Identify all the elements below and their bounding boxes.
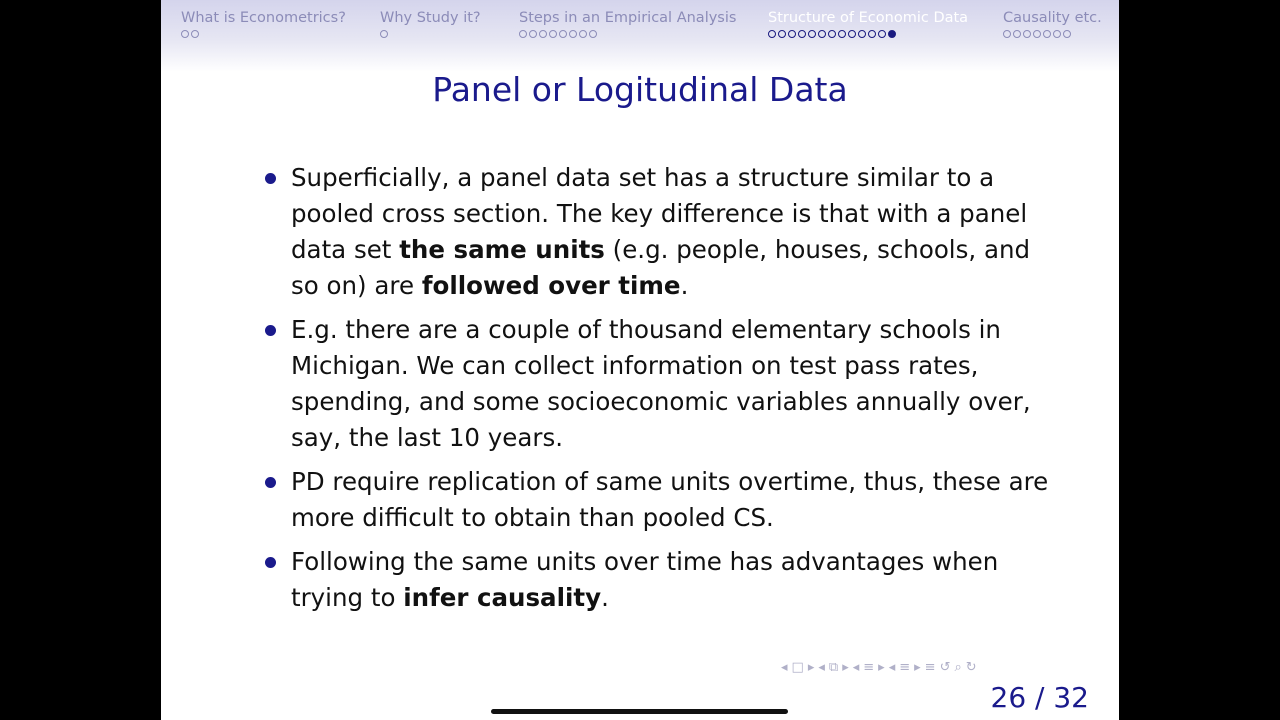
bullet-dot-icon [265, 557, 276, 568]
slide [161, 0, 1119, 720]
nav-symbol-icon[interactable]: ◂ [852, 660, 860, 675]
frame-dot[interactable] [579, 30, 587, 38]
bullet-bold-text: followed over time [421, 271, 681, 300]
frame-dot[interactable] [539, 30, 547, 38]
frame-dot[interactable] [768, 30, 776, 38]
frame-dot[interactable] [858, 30, 866, 38]
frame-dot[interactable] [818, 30, 826, 38]
video-scrubber-bar[interactable] [491, 709, 788, 714]
frame-dot[interactable] [1003, 30, 1011, 38]
frame-dot[interactable] [798, 30, 806, 38]
frame-dot[interactable] [380, 30, 388, 38]
nav-frame-dots [519, 29, 736, 39]
bullet-item [260, 464, 1060, 536]
frame-dot[interactable] [778, 30, 786, 38]
bullet-dot-icon [265, 173, 276, 184]
nav-section-structure-of-economic-data[interactable] [768, 9, 968, 39]
frame-dot[interactable] [788, 30, 796, 38]
bullet-text: . [680, 271, 689, 300]
nav-symbol-icon[interactable]: ≡ [899, 660, 911, 675]
bullet-bold-text: the same units [399, 235, 605, 264]
nav-frame-dots [181, 29, 346, 39]
frame-dot[interactable] [808, 30, 816, 38]
current-frame-dot[interactable] [888, 30, 896, 38]
nav-symbol-icon[interactable]: ⧉ [828, 660, 839, 675]
bullet-dot-icon [265, 325, 276, 336]
frame-dot[interactable] [1043, 30, 1051, 38]
frame-dot[interactable] [828, 30, 836, 38]
nav-symbol-icon[interactable]: ▸ [842, 660, 849, 675]
nav-section-label: What is Econometrics? [181, 10, 346, 26]
frame-dot[interactable] [1053, 30, 1061, 38]
frame-dot[interactable] [838, 30, 846, 38]
frame-dot[interactable] [868, 30, 876, 38]
nav-section-label: Why Study it? [380, 10, 481, 26]
frame-dot[interactable] [1013, 30, 1021, 38]
nav-symbol-icon[interactable]: ◂ [781, 660, 788, 675]
frame-dot[interactable] [181, 30, 189, 38]
frame-dot[interactable] [549, 30, 557, 38]
frame-dot[interactable] [519, 30, 527, 38]
frame-dot[interactable] [569, 30, 577, 38]
nav-symbol-icon[interactable]: ↻ [965, 660, 977, 675]
nav-frame-dots [380, 29, 481, 39]
nav-symbol-icon[interactable]: ↺ [939, 660, 951, 675]
bullet-item [260, 312, 1060, 456]
frame-dot[interactable] [1033, 30, 1041, 38]
bullet-text: PD require replication of same units overtime, thus, these are more difficult to obtain than pooled CS. [291, 467, 1049, 532]
bullet-text: E.g. there are a couple of thousand elementary schools in Michigan. We can collect information on test pass rates, spending, and some socioeconomic variables annually over, say, the last 10 years. [291, 315, 1031, 452]
nav-section-label: Causality etc. [1003, 10, 1102, 26]
nav-frame-dots [768, 29, 968, 39]
bullet-item [260, 160, 1060, 304]
frame-dot[interactable] [529, 30, 537, 38]
nav-section-label: Steps in an Empirical Analysis [519, 10, 737, 26]
nav-symbol-icon[interactable]: ◂ [888, 660, 896, 675]
frame-dot[interactable] [1063, 30, 1071, 38]
bullet-list [260, 160, 1060, 624]
bullet-text: Following the same units over time has advantages when trying to [291, 547, 999, 612]
nav-symbol-icon[interactable]: ▸ [878, 660, 885, 675]
nav-section-what-is-econometrics[interactable] [181, 9, 346, 39]
bullet-text: (e.g. people, houses, schools, and so on) are [291, 235, 1031, 300]
nav-symbol-icon[interactable]: ▸ [807, 660, 815, 675]
nav-symbol-icon[interactable]: ▸ [914, 660, 921, 675]
section-navigation-bar [161, 0, 1119, 72]
bullet-dot-icon [265, 477, 276, 488]
nav-symbol-icon[interactable]: ◂ [818, 660, 825, 675]
bullet-text: . [601, 583, 609, 612]
nav-frame-dots [1003, 29, 1102, 39]
frame-dot[interactable] [191, 30, 199, 38]
beamer-navigation-symbols [781, 660, 977, 675]
bullet-text: Superficially, a panel data set has a structure similar to a pooled cross section. The key difference is that with a panel data set [291, 163, 1028, 264]
nav-symbol-icon[interactable]: ≡ [863, 660, 875, 675]
nav-section-label: Structure of Economic Data [768, 10, 969, 26]
nav-section-why-study-it[interactable] [380, 9, 481, 39]
nav-symbol-icon[interactable]: □ [791, 660, 804, 675]
page-number: 26 / 32 [990, 681, 1089, 714]
frame-dot[interactable] [848, 30, 856, 38]
frame-dot[interactable] [589, 30, 597, 38]
nav-symbol-icon[interactable]: ≡ [924, 660, 936, 675]
nav-section-causality-etc[interactable] [1003, 9, 1102, 39]
nav-section-steps-in-empirical-analysis[interactable] [519, 9, 736, 39]
slide-title: Panel or Logitudinal Data [432, 70, 848, 109]
frame-dot[interactable] [559, 30, 567, 38]
frame-dot[interactable] [878, 30, 886, 38]
nav-symbol-icon[interactable]: ⌕ [954, 660, 962, 675]
bullet-item [260, 544, 1060, 616]
bullet-bold-text: infer causality [403, 583, 602, 612]
frame-dot[interactable] [1023, 30, 1031, 38]
